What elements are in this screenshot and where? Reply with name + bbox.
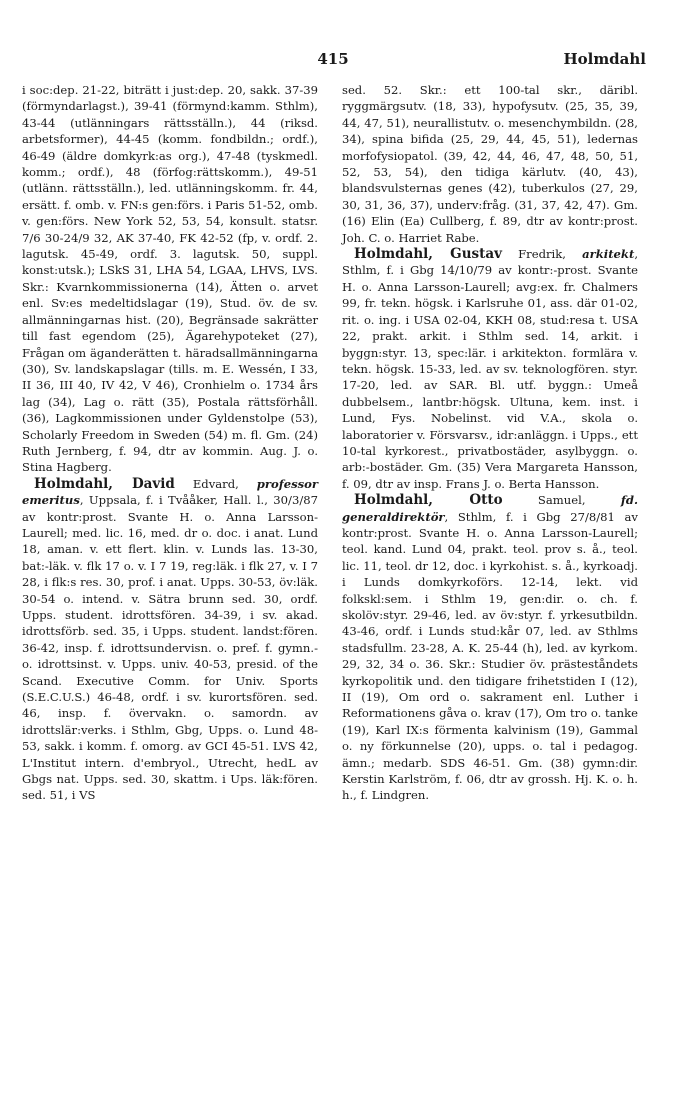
page-number: 415 xyxy=(317,50,349,68)
running-head: Holmdahl xyxy=(563,50,646,68)
entry-continuation: sed. 52. Skr.: ett 100-tal skr., däribl. ryggmärgsutv. (18, 33), hypofysutv. (25, 35, 39, 44, 47, 51), neurallistutv. o. mesenchymbildn. (28, 34), spina bifida (25, 29, 44, 45, 51), ledernas morfofysiopatol. (39, 42, 44, 46, 47, 48, 50, 51, 52, 53, 54), den tidiga kärlutv. (40, 43), blandsvulsternas genes (42), tuberkulos (27, 29, 30, 31, 36, 37), underv:fråg. (31, 37, 42, 47). Gm. (16) Elin (Ea) Cullberg, f. 89, dtr av kontr:prost. Joh. C. o. Harriet Rabe. xyxy=(342,83,638,245)
entry-given-names: Fredrik, xyxy=(501,247,566,262)
entry-given-names: Samuel, xyxy=(502,493,586,508)
entry-given-names: Edvard, xyxy=(174,476,239,491)
entry-continuation: i soc:dep. 21-22, biträtt i just:dep. 20, sakk. 37-39 (förmyndarlagst.), 39-41 (förmynd:kamm. Sthlm), 43-44 (utlänningars rättsställn.), 44 (riksd. arbetsformer), 44-45 (komm. fondbildn.; ordf.), 46-49 (äldre domkyrk:as org.), 47-48 (tyskmedl. komm.; ordf.), 48 (förfog:rättskomm.), 49-51 (utlänn. rättsställn.), led. utlänningskomm. fr. 44, ersätt. f. omb. v. FN:s gen:förs. i Paris 51-52, omb. v. gen:förs. New York 52, 53, 54, konsult. statsr. 7/6 30-24/9 32, AK 37-40, FK 42-52 (fp, v. ordf. 2. lagutsk. 45-49, ordf. 3. lagutsk. 50, suppl. konst:utsk.); LSkS 31, LHA 54, LGAA, LHVS, LVS. Skr.: Kvarnkommissionerna (14), Ätten o. arvet enl. Sv:es medeltidslagar (19), Stud. öv. de sv. allmänningarnas hist. (20), Begränsade sakrätter till fast egendom (25), Ägarehypoteket (27), Frågan om äganderätten t. häradsallmänningarna (30), Sv. landskapslagar (tills. m. E. Wessén, I 33, II 36, III 40, IV 42, V 46), Cronhielm o. 1734 års lag (34), Lag o. rätt (35), Postala rättsförhåll. (36), Lagkommissionen under Gyldenstolpe (53), Scholarly Freedom in Sweden (54) m. fl. Gm. (24) Ruth Jernberg, f. 94, dtr av kommin. Aug. J. o. Stina Hagberg. xyxy=(22,83,318,475)
entry-text: , Sthlm, f. i Gbg 27/8/81 av kontr:prost. Svante H. o. Anna Larsson-Laurell; teol. kand. Lund 04, prakt. teol. prov s. å., teol. lic. 11, teol. dr 12, doc. i kyrkohist. s. å., kyrkoadj. i Lunds domkyrkoförs. 12-14, lekt. vid folkskl:sem. i Sthlm 19, gen:dir. o. ch. f. skolöv:styr. 29-46, led. av öv:styr. f. yrkesutbildn. 43-46, ordf. i Lunds stud:kår 07, led. av Sthlms stadsfullm. 23-28, A. K. 25-44 (h), led. av kyrkom. 29, 32, 34 o. 36. Skr.: Studier öv. prästeståndets kyrkopolitik und. den tidigare frihetstiden I (12), II (19), Om ord o. sakrament enl. Luther i Reformationens gåva o. krav (17), Om tro o. tanke (19), Karl IX:s förmenta kalvinism (19), Gammal o. ny förkunnelse (20), upps. o. tal i pedagog. ämn.; medarb. SDS 46-51. Gm. (38) gymn:dir. Kerstin Karlström, f. 06, dtr av grossh. Hj. K. o. h. h., f. Lindgren. xyxy=(342,509,638,803)
entry-holmdahl-david xyxy=(22,476,318,804)
entry-holmdahl-gustav xyxy=(342,246,638,492)
page-header xyxy=(20,50,646,74)
entry-title: fd. generaldirektör xyxy=(342,493,638,524)
entry-text: , Sthlm, f. i Gbg 14/10/79 av kontr:-prost. Svante H. o. Anna Larsson-Laurell; avg:ex. fr. Chalmers 99, fr. tekn. högsk. i Karlsruhe 01, ass. där 01-02, rit. o. ing. i USA 02-04, KKH 08, stud:resa t. USA 22, prakt. arkit. i Sthlm sed. 14, arkit. i byggn:styr. 13, spec:lär. i arkitekton. formlära v. tekn. högsk. 15-33, led. av sv. teknologfören. styr. 17-20, led. av SAR. Bl. utf. byggn.: Umeå dubbelsem., lantbr:högsk. Ultuna, kem. inst. i Lund, Fys. Nobelinst. vid V.A., skola o. laboratorier v. Försvarsv., idr:anläggn. i Upps., ett 10-tal kyrkorest., privatbostäder, asylbyggn. o. arb:-bostäder. Gm. (35) Vera Margareta Hansson, f. 09, dtr av insp. Frans J. o. Berta Hansson. xyxy=(342,247,639,491)
entry-name: Holmdahl, David xyxy=(34,475,175,492)
entry-text: , Uppsala, f. i Tvååker, Hall. l., 30/3/87 av kontr:prost. Svante H. o. Anna Larsson-Laurell; med. lic. 16, med. dr o. doc. i anat. Lund 18, aman. v. ett flert. klin. v. Lunds las. 13-30, bat:-läk. v. flk 17 o. v. I 7 19, reg:läk. i flk 27, v. I 7 28, i flk:s res. 30, prof. i anat. Upps. 30-53, öv:läk. 30-54 o. intend. v. Sätra brunn sed. 30, ordf. Upps. student. idrottsfören. 34-39, i sv. akad. idrottsförb. sed. 35, i Upps. student. landst:fören. 36-42, insp. f. idrottsundervisn. o. pref. f. gymn.- o. idrottsinst. v. Upps. univ. 40-53, presid. of the Scand. Executive Comm. for Univ. Sports (S.E.C.U.S.) 46-48, ordf. i sv. kurortsfören. sed. 46, insp. f. övervakn. o. samordn. av idrottslär:verks. i Sthlm, Gbg, Upps. o. Lund 48-53, sakk. i komm. f. omorg. av GCI 45-51. LVS 42, L'Institut intern. d'embryol., Utrecht, hedL av Gbgs nat. Upps. sed. 30, skattm. i Ups. läk:fören. sed. 51, i VS xyxy=(22,493,318,803)
entry-holmdahl-otto xyxy=(342,492,638,804)
entry-title: professor emeritus xyxy=(22,476,319,508)
right-column xyxy=(342,82,638,804)
entry-name: Holmdahl, Gustav xyxy=(354,246,502,263)
entry-name: Holmdahl, Otto xyxy=(354,492,503,509)
entry-title: arkitekt xyxy=(582,247,635,262)
left-column xyxy=(22,82,318,804)
